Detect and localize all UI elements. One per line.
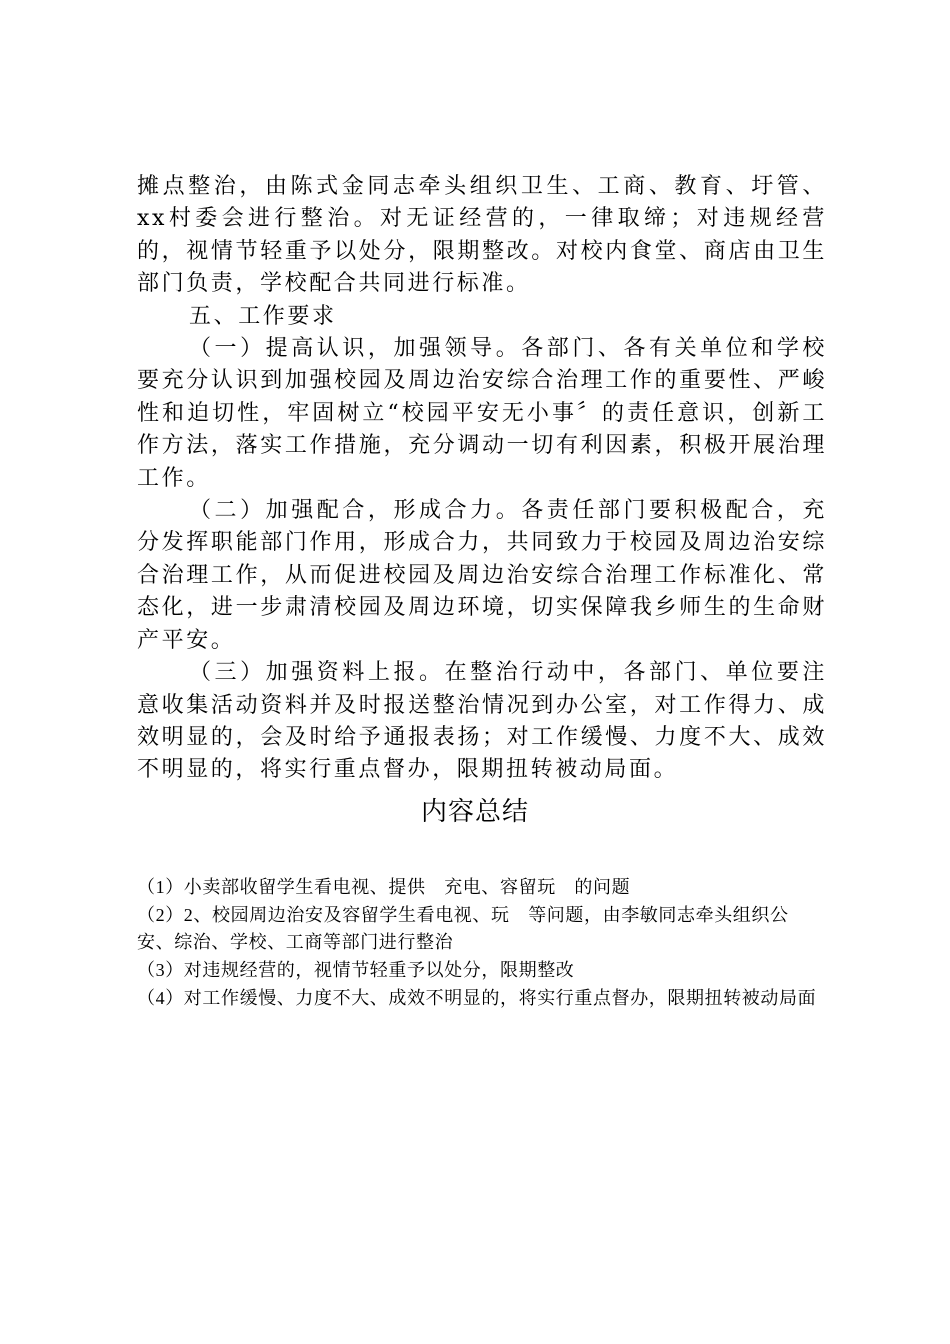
summary-list: [137, 874, 817, 1013]
summary-item: （1）小卖部收留学生看电视、提供 充电、容留玩 的问题: [137, 877, 631, 897]
summary-item: （4）对工作缓慢、力度不大、成效不明显的，将实行重点督办，限期扭转被动局面: [137, 988, 817, 1008]
paragraph-requirement-1: （一）提高认识，加强领导。各部门、各有关单位和学校要充分认识到加强校园及周边治安综合治理工作的重要性、严峻性和迫切性，牢固树立“校园平安无小事〞的责任意识，创新工作方法，落实工作措施，充分调动一切有利因素，积极开展治理工作。: [137, 336, 827, 491]
paragraph-stall-rectification: 摊点整治，由陈式金同志牵头组织卫生、工商、教育、圩管、xx村委会进行整治。对无证经营的，一律取缔；对违规经营的，视情节轻重予以处分，限期整改。对校内食堂、商店由卫生部门负责，学校配合共同进行标准。: [137, 174, 827, 297]
section-heading-work-requirements: 五、工作要求: [189, 303, 337, 329]
summary-item: （2）2、校园周边治安及容留学生看电视、玩 等问题，由李敏同志牵头组织公安、综治、学校、工商等部门进行整治: [137, 905, 789, 952]
summary-item: （3）对违规经营的，视情节轻重予以处分，限期整改: [137, 960, 575, 980]
paragraph-requirement-2: （二）加强配合，形成合力。各责任部门要积极配合，充分发挥职能部门作用，形成合力，共同致力于校园及周边治安综合治理工作，从而促进校园及周边治安综合治理工作标准化、常态化，进一步肃清校园及周边环境，切实保障我乡师生的生命财产平安。: [137, 498, 827, 653]
summary-title: 内容总结: [420, 797, 529, 827]
paragraph-requirement-3: （三）加强资料上报。在整治行动中，各部门、单位要注意收集活动资料并及时报送整治情况到办公室，对工作得力、成效明显的，会及时给予通报表扬；对工作缓慢、力度不大、成效不明显的，将实行重点督办，限期扭转被动局面。: [137, 660, 827, 783]
document-body: [137, 171, 827, 787]
